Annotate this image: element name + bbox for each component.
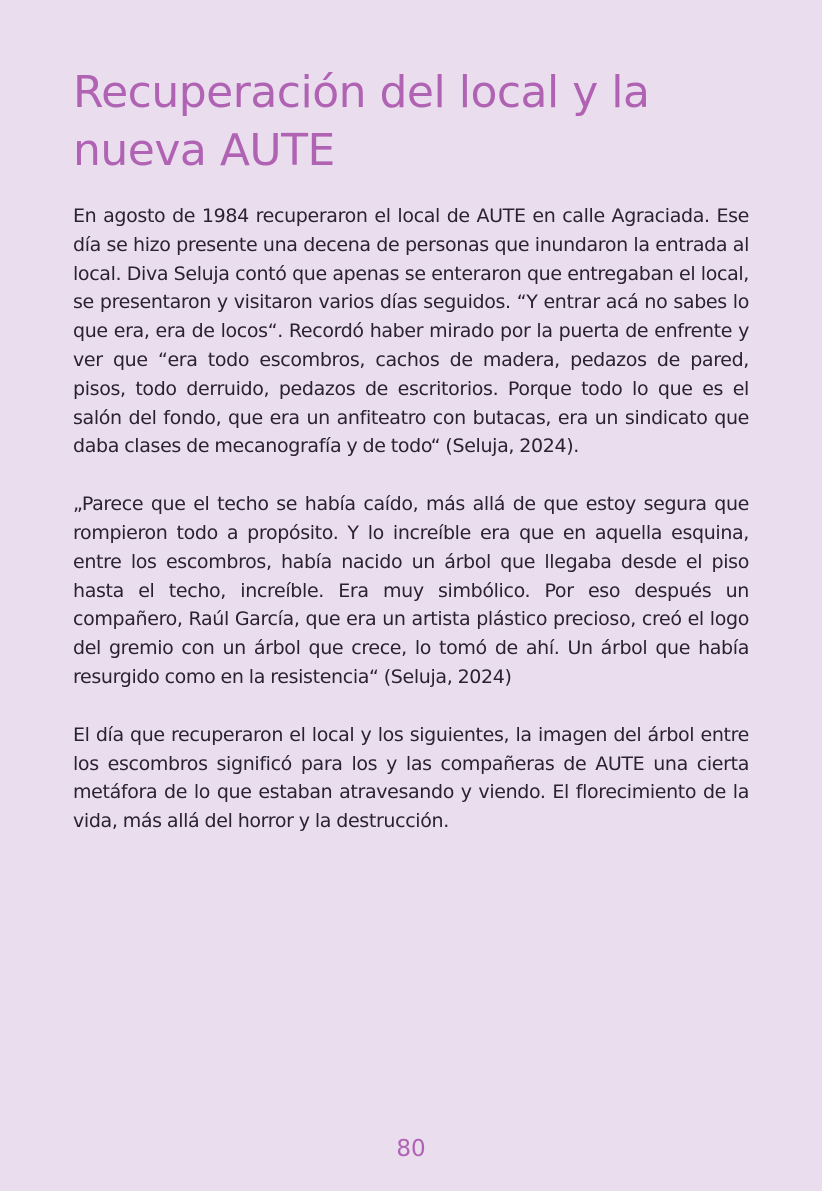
page-number: 80 <box>396 1136 426 1162</box>
page-title: Recuperación del local y la nueva AUTE <box>73 67 650 176</box>
body-paragraph-1: En agosto de 1984 recuperaron el local de AUTE en calle Agraciada. Ese día se hizo presente una decena de personas que inundaron la entrada al local. Diva Seluja contó que apenas se enteraron que entregaban el local, se presentaron y visitaron varios días seguidos. “Y entrar acá no sabes lo que era, era de locos“. Recordó haber mirado por la puerta de enfrente y ver que “era todo escombros, cachos de madera, pedazos de pared, pisos, todo derruido, pedazos de escritorios. Porque todo lo que es el salón del fondo, que era un anfiteatro con butacas, era un sindicato que daba clases de mecanografía y de todo“ (Seluja, 2024). <box>73 205 749 458</box>
body-paragraph-3: El día que recuperaron el local y los siguientes, la imagen del árbol entre los escombros significó para los y las compañeras de AUTE una cierta metáfora de lo que estaban atravesando y viendo. El florecimiento de la vida, más allá del horror y la destrucción. <box>73 723 749 833</box>
quote-paragraph: „Parece que el techo se había caído, más allá de que estoy segura que rompieron todo a propósito. Y lo increíble era que en aquella esquina, entre los escombros, había nacido un árbol que llegaba desde el piso hasta el techo, increíble. Era muy simbólico. Por eso después un compañero, Raúl García, que era un artista plástico precioso, creó el logo del gremio con un árbol que crece, lo tomó de ahí. Un árbol que había resurgido como en la resistencia“ (Seluja, 2024) <box>73 493 749 688</box>
page-content <box>73 64 749 836</box>
